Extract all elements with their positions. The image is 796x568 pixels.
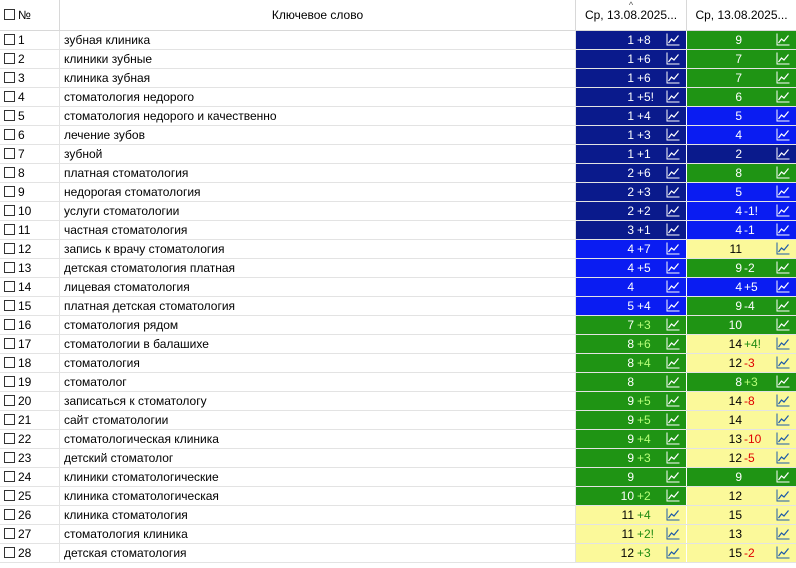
position-change: -2 xyxy=(744,546,755,560)
position-value: 7 xyxy=(735,71,742,85)
row-number-cell xyxy=(0,449,60,467)
row-checkbox[interactable] xyxy=(4,110,15,121)
position-value: 6 xyxy=(735,90,742,104)
position-date2-cell[interactable] xyxy=(687,430,796,448)
position-date2-cell[interactable] xyxy=(687,297,796,315)
position-date1-cell[interactable] xyxy=(576,544,687,562)
position-value: 10 xyxy=(728,318,742,332)
row-checkbox[interactable] xyxy=(4,224,15,235)
position-date2-cell[interactable] xyxy=(687,240,796,258)
position-date1-cell[interactable] xyxy=(576,240,687,258)
position-value: 10 xyxy=(620,489,634,503)
keyword-cell: стоматология клиника xyxy=(60,525,576,543)
table-row[interactable] xyxy=(0,487,796,506)
row-number: 23 xyxy=(18,451,32,465)
position-value: 3 xyxy=(627,223,634,237)
row-checkbox[interactable] xyxy=(4,167,15,178)
position-value: 4 xyxy=(735,280,742,294)
position-value: 12 xyxy=(728,451,742,465)
position-date1-cell[interactable] xyxy=(576,525,687,543)
position-value: 9 xyxy=(627,451,634,465)
keyword-cell: стоматологическая клиника xyxy=(60,430,576,448)
position-value: 4 xyxy=(627,261,634,275)
position-change: +8 xyxy=(637,33,651,47)
position-value: 1 xyxy=(627,147,634,161)
keyword-cell: услуги стоматологии xyxy=(60,202,576,220)
table-row[interactable] xyxy=(0,430,796,449)
position-value: 14 xyxy=(728,413,742,427)
row-number: 24 xyxy=(18,470,32,484)
position-date2-cell[interactable] xyxy=(687,544,796,562)
keyword-cell: клиники стоматологические xyxy=(60,468,576,486)
row-checkbox[interactable] xyxy=(4,262,15,273)
row-checkbox[interactable] xyxy=(4,300,15,311)
position-change: +6 xyxy=(637,166,651,180)
position-value: 11 xyxy=(621,527,634,541)
position-date1-cell[interactable] xyxy=(576,392,687,410)
position-change: +3 xyxy=(637,546,651,560)
table-row[interactable] xyxy=(0,506,796,525)
position-change: +6 xyxy=(637,337,651,351)
row-checkbox[interactable] xyxy=(4,53,15,64)
row-number-cell xyxy=(0,430,60,448)
position-value: 1 xyxy=(627,52,634,66)
row-number: 16 xyxy=(18,318,32,332)
keyword-cell: клиника стоматология xyxy=(60,506,576,524)
position-change: +2 xyxy=(637,204,651,218)
keyword-cell: запись к врачу стоматология xyxy=(60,240,576,258)
position-date2-cell[interactable] xyxy=(687,50,796,68)
keyword-cell: стоматология недорого и качественно xyxy=(60,107,576,125)
row-number: 5 xyxy=(18,109,25,123)
position-value: 9 xyxy=(627,432,634,446)
row-checkbox[interactable] xyxy=(4,528,15,539)
position-value: 7 xyxy=(627,318,634,332)
row-checkbox[interactable] xyxy=(4,452,15,463)
position-change: +5 xyxy=(637,261,651,275)
row-number-cell xyxy=(0,468,60,486)
row-number-cell xyxy=(0,259,60,277)
position-change: +5 xyxy=(744,280,758,294)
keyword-cell: сайт стоматологии xyxy=(60,411,576,429)
position-value: 9 xyxy=(627,470,634,484)
position-date2-cell[interactable] xyxy=(687,164,796,182)
row-checkbox[interactable] xyxy=(4,243,15,254)
header-date1-column[interactable] xyxy=(576,0,687,30)
position-date1-cell[interactable] xyxy=(576,487,687,505)
position-date2-cell[interactable] xyxy=(687,202,796,220)
row-checkbox[interactable] xyxy=(4,91,15,102)
position-date2-cell[interactable] xyxy=(687,31,796,49)
position-date1-cell[interactable] xyxy=(576,335,687,353)
position-change: +1 xyxy=(637,147,651,161)
position-value: 15 xyxy=(728,508,742,522)
position-value: 8 xyxy=(735,166,742,180)
table-row[interactable] xyxy=(0,88,796,107)
position-change: -5 xyxy=(744,451,755,465)
position-date2-cell[interactable] xyxy=(687,69,796,87)
table-row[interactable] xyxy=(0,468,796,487)
row-number-cell xyxy=(0,107,60,125)
keyword-cell: записаться к стоматологу xyxy=(60,392,576,410)
position-value: 14 xyxy=(728,337,742,351)
row-number-cell xyxy=(0,278,60,296)
position-value: 5 xyxy=(735,109,742,123)
row-number: 25 xyxy=(18,489,32,503)
position-change: -4 xyxy=(744,299,755,313)
position-change: +4 xyxy=(637,299,651,313)
row-number-cell xyxy=(0,240,60,258)
row-number-cell xyxy=(0,525,60,543)
select-all-checkbox[interactable] xyxy=(4,9,15,20)
table-row[interactable] xyxy=(0,259,796,278)
position-date1-cell[interactable] xyxy=(576,354,687,372)
keyword-cell: лицевая стоматология xyxy=(60,278,576,296)
table-row[interactable] xyxy=(0,278,796,297)
position-date1-cell[interactable] xyxy=(576,259,687,277)
table-row[interactable] xyxy=(0,107,796,126)
row-checkbox[interactable] xyxy=(4,471,15,482)
position-value: 9 xyxy=(735,33,742,47)
position-date2-cell[interactable] xyxy=(687,335,796,353)
position-value: 12 xyxy=(728,489,742,503)
position-date1-cell[interactable] xyxy=(576,278,687,296)
position-date1-cell[interactable] xyxy=(576,316,687,334)
row-number: 3 xyxy=(18,71,25,85)
position-date2-cell[interactable] xyxy=(687,525,796,543)
row-number-cell xyxy=(0,487,60,505)
keyword-cell: детская стоматология xyxy=(60,544,576,562)
table-row[interactable] xyxy=(0,354,796,373)
position-value: 9 xyxy=(735,261,742,275)
row-number: 10 xyxy=(18,204,32,218)
position-change: +4! xyxy=(744,337,762,351)
position-date1-cell[interactable] xyxy=(576,183,687,201)
position-date2-cell[interactable] xyxy=(687,316,796,334)
position-date2-cell[interactable] xyxy=(687,183,796,201)
position-value: 2 xyxy=(735,147,742,161)
position-date2-cell[interactable] xyxy=(687,88,796,106)
position-date2-cell[interactable] xyxy=(687,278,796,296)
table-row[interactable] xyxy=(0,183,796,202)
row-checkbox[interactable] xyxy=(4,34,15,45)
row-number-cell xyxy=(0,354,60,372)
position-value: 1 xyxy=(627,128,634,142)
position-date1-cell[interactable] xyxy=(576,449,687,467)
row-checkbox[interactable] xyxy=(4,281,15,292)
table-row[interactable] xyxy=(0,297,796,316)
position-date1-cell[interactable] xyxy=(576,506,687,524)
table-row[interactable] xyxy=(0,126,796,145)
row-checkbox[interactable] xyxy=(4,433,15,444)
position-change: -10 xyxy=(744,432,762,446)
position-value: 4 xyxy=(735,128,742,142)
table-row[interactable] xyxy=(0,202,796,221)
position-date1-cell[interactable] xyxy=(576,411,687,429)
position-change: -1 xyxy=(744,223,755,237)
row-number-cell xyxy=(0,145,60,163)
position-change: +4 xyxy=(637,432,651,446)
position-change: +7 xyxy=(637,242,651,256)
position-change: -3 xyxy=(744,356,755,370)
table-row[interactable] xyxy=(0,31,796,50)
position-value: 2 xyxy=(627,204,634,218)
position-value: 5 xyxy=(627,299,634,313)
row-checkbox[interactable] xyxy=(4,376,15,387)
header-date1-label: Ср, 13.08.2025... xyxy=(584,8,678,22)
position-value: 8 xyxy=(627,356,634,370)
row-number: 17 xyxy=(18,337,32,351)
keyword-cell: клиники зубные xyxy=(60,50,576,68)
position-date1-cell[interactable] xyxy=(576,297,687,315)
row-checkbox[interactable] xyxy=(4,72,15,83)
row-number: 27 xyxy=(18,527,32,541)
position-value: 4 xyxy=(735,204,742,218)
position-date2-cell[interactable] xyxy=(687,449,796,467)
position-date2-cell[interactable] xyxy=(687,107,796,125)
position-change: +5 xyxy=(637,413,651,427)
position-value: 15 xyxy=(728,546,742,560)
row-number-cell xyxy=(0,50,60,68)
table-row[interactable] xyxy=(0,164,796,183)
position-value: 4 xyxy=(627,242,634,256)
position-change: +4 xyxy=(637,109,651,123)
position-value: 9 xyxy=(627,394,634,408)
keyword-cell: стоматология недорого xyxy=(60,88,576,106)
row-number: 28 xyxy=(18,546,32,560)
row-number: 19 xyxy=(18,375,32,389)
keyword-cell: зубная клиника xyxy=(60,31,576,49)
position-value: 9 xyxy=(735,470,742,484)
keyword-cell: детский стоматолог xyxy=(60,449,576,467)
row-number-cell xyxy=(0,316,60,334)
position-value: 11 xyxy=(729,242,742,256)
position-date1-cell[interactable] xyxy=(576,31,687,49)
row-checkbox[interactable] xyxy=(4,547,15,558)
keyword-cell: частная стоматология xyxy=(60,221,576,239)
position-value: 1 xyxy=(627,109,634,123)
table-row[interactable] xyxy=(0,373,796,392)
position-date1-cell[interactable] xyxy=(576,88,687,106)
keyword-cell: зубной xyxy=(60,145,576,163)
row-number-cell xyxy=(0,164,60,182)
grid-header xyxy=(0,0,796,31)
position-date2-cell[interactable] xyxy=(687,373,796,391)
position-value: 13 xyxy=(728,432,742,446)
position-date2-cell[interactable] xyxy=(687,411,796,429)
position-date1-cell[interactable] xyxy=(576,69,687,87)
sort-ascending-icon: ^ xyxy=(628,0,634,10)
row-number: 4 xyxy=(18,90,25,104)
position-date1-cell[interactable] xyxy=(576,221,687,239)
position-value: 8 xyxy=(627,375,634,389)
row-checkbox[interactable] xyxy=(4,186,15,197)
header-date2-column[interactable]: Ср, 13.08.2025... xyxy=(695,8,788,22)
row-number: 7 xyxy=(18,147,25,161)
position-value: 14 xyxy=(728,394,742,408)
position-change: +3 xyxy=(744,375,758,389)
row-number-cell xyxy=(0,373,60,391)
keyword-cell: клиника зубная xyxy=(60,69,576,87)
position-value: 2 xyxy=(627,185,634,199)
keyword-cell: недорогая стоматология xyxy=(60,183,576,201)
row-number-cell xyxy=(0,31,60,49)
row-number-cell xyxy=(0,335,60,353)
row-checkbox[interactable] xyxy=(4,414,15,425)
position-value: 8 xyxy=(735,375,742,389)
row-number: 2 xyxy=(18,52,25,66)
row-number: 20 xyxy=(18,394,32,408)
position-value: 13 xyxy=(728,527,742,541)
row-number: 13 xyxy=(18,261,32,275)
row-number-cell xyxy=(0,506,60,524)
position-change: +5! xyxy=(637,90,655,104)
row-checkbox[interactable] xyxy=(4,357,15,368)
position-date1-cell[interactable] xyxy=(576,145,687,163)
row-number: 8 xyxy=(18,166,25,180)
position-date2-cell[interactable] xyxy=(687,354,796,372)
position-date2-cell[interactable] xyxy=(687,506,796,524)
row-number-cell xyxy=(0,392,60,410)
row-checkbox[interactable] xyxy=(4,129,15,140)
position-value: 9 xyxy=(735,299,742,313)
position-value: 12 xyxy=(728,356,742,370)
row-number: 1 xyxy=(18,33,25,47)
position-value: 11 xyxy=(621,508,634,522)
position-date2-cell[interactable] xyxy=(687,145,796,163)
row-number-cell xyxy=(0,183,60,201)
position-change: -8 xyxy=(744,394,755,408)
header-keyword-column[interactable]: Ключевое слово xyxy=(60,0,576,30)
position-value: 8 xyxy=(627,337,634,351)
table-row[interactable] xyxy=(0,240,796,259)
row-number: 12 xyxy=(18,242,32,256)
position-value: 7 xyxy=(735,52,742,66)
position-date1-cell[interactable] xyxy=(576,107,687,125)
position-date2-cell[interactable] xyxy=(687,487,796,505)
position-date1-cell[interactable] xyxy=(576,202,687,220)
position-change: -2 xyxy=(744,261,755,275)
position-change: +6 xyxy=(637,71,651,85)
position-value: 4 xyxy=(627,280,634,294)
position-change: +1 xyxy=(637,223,651,237)
position-change: +2 xyxy=(637,489,651,503)
position-value: 1 xyxy=(627,90,634,104)
table-row[interactable] xyxy=(0,392,796,411)
position-value: 2 xyxy=(627,166,634,180)
position-date1-cell[interactable] xyxy=(576,430,687,448)
position-change: +3 xyxy=(637,185,651,199)
row-number: 9 xyxy=(18,185,25,199)
position-change: +3 xyxy=(637,318,651,332)
position-change: +2! xyxy=(637,527,655,541)
position-change: +5 xyxy=(637,394,651,408)
keyword-cell: стоматология рядом xyxy=(60,316,576,334)
position-change: +3 xyxy=(637,451,651,465)
table-row[interactable] xyxy=(0,69,796,88)
row-number: 18 xyxy=(18,356,32,370)
keyword-cell: детская стоматология платная xyxy=(60,259,576,277)
position-value: 5 xyxy=(735,185,742,199)
position-date2-cell[interactable] xyxy=(687,468,796,486)
position-value: 1 xyxy=(627,71,634,85)
table-row[interactable] xyxy=(0,145,796,164)
position-date2-cell[interactable] xyxy=(687,392,796,410)
row-checkbox[interactable] xyxy=(4,509,15,520)
keyword-cell: стоматолог xyxy=(60,373,576,391)
row-checkbox[interactable] xyxy=(4,490,15,501)
table-row[interactable] xyxy=(0,50,796,69)
row-number-cell xyxy=(0,221,60,239)
row-number-cell xyxy=(0,69,60,87)
position-date1-cell[interactable] xyxy=(576,468,687,486)
row-checkbox[interactable] xyxy=(4,148,15,159)
row-number-cell xyxy=(0,126,60,144)
position-date2-cell[interactable] xyxy=(687,221,796,239)
position-change: +6 xyxy=(637,52,651,66)
table-row[interactable] xyxy=(0,525,796,544)
position-value: 4 xyxy=(735,223,742,237)
row-checkbox[interactable] xyxy=(4,319,15,330)
position-change: -1! xyxy=(744,204,759,218)
table-row[interactable] xyxy=(0,411,796,430)
header-num-label: № xyxy=(18,8,31,22)
header-num-column[interactable] xyxy=(0,0,60,30)
row-number: 14 xyxy=(18,280,32,294)
position-date2-cell[interactable] xyxy=(687,259,796,277)
row-number-cell xyxy=(0,297,60,315)
row-number-cell xyxy=(0,411,60,429)
row-checkbox[interactable] xyxy=(4,395,15,406)
position-value: 1 xyxy=(627,33,634,47)
keyword-cell: стоматология xyxy=(60,354,576,372)
row-checkbox[interactable] xyxy=(4,338,15,349)
position-change: +4 xyxy=(637,508,651,522)
row-number-cell xyxy=(0,202,60,220)
row-number: 15 xyxy=(18,299,32,313)
position-date2-cell[interactable] xyxy=(687,126,796,144)
row-number: 6 xyxy=(18,128,25,142)
row-number: 26 xyxy=(18,508,32,522)
position-date1-cell[interactable] xyxy=(576,126,687,144)
position-value: 9 xyxy=(627,413,634,427)
row-number: 22 xyxy=(18,432,32,446)
position-value: 12 xyxy=(620,546,634,560)
position-change: +4 xyxy=(637,356,651,370)
row-number-cell xyxy=(0,88,60,106)
row-number: 21 xyxy=(18,413,32,427)
position-date1-cell[interactable] xyxy=(576,373,687,391)
position-date1-cell[interactable] xyxy=(576,164,687,182)
row-number-cell xyxy=(0,544,60,562)
table-row[interactable] xyxy=(0,449,796,468)
keyword-cell: лечение зубов xyxy=(60,126,576,144)
position-date1-cell[interactable] xyxy=(576,50,687,68)
row-checkbox[interactable] xyxy=(4,205,15,216)
row-number: 11 xyxy=(18,223,31,237)
keyword-cell: платная стоматология xyxy=(60,164,576,182)
table-row[interactable] xyxy=(0,544,796,563)
keyword-cell: стоматологии в балашихе xyxy=(60,335,576,353)
table-row[interactable] xyxy=(0,221,796,240)
table-row[interactable] xyxy=(0,335,796,354)
keyword-cell: платная детская стоматология xyxy=(60,297,576,315)
table-row[interactable] xyxy=(0,316,796,335)
keyword-cell: клиника стоматологическая xyxy=(60,487,576,505)
position-change: +3 xyxy=(637,128,651,142)
